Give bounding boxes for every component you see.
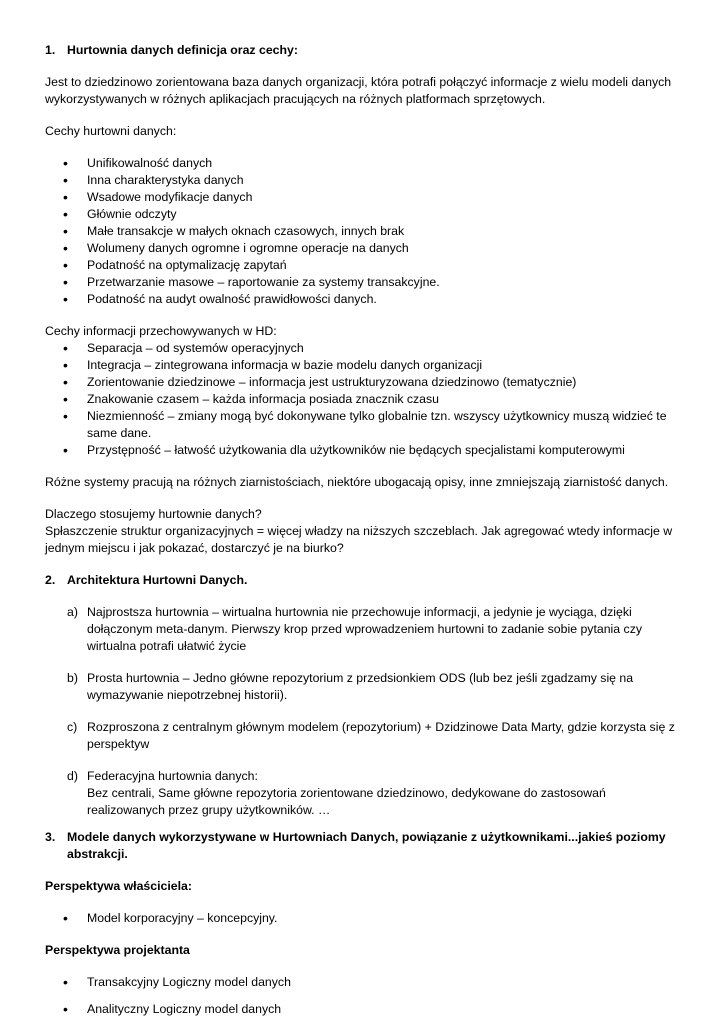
owner-perspective-heading: Perspektywa właściciela: [45, 879, 192, 893]
item-text: Federacyjna hurtownia danych: [87, 769, 258, 783]
designer-perspective-list-2 [45, 1001, 685, 1018]
list-item: • Przystępność – łatwość użytkowania dla użytkowników nie będących specjalistami komputerowymi [45, 442, 685, 459]
list-item: • Inna charakterystyka danych [45, 172, 685, 189]
granularity-paragraph: Różne systemy pracują na różnych ziarnistościach, niektóre ubogacają opisy, inne zmniejszają ziarnistość danych. [45, 475, 669, 489]
item-label: d) [67, 769, 78, 783]
list-item: • Podatność na optymalizację zapytań [45, 257, 685, 274]
list-item: • Wolumeny danych ogromne i ogromne operacje na danych [45, 240, 685, 257]
list-item: • Model korporacyjny – koncepcyjny. [45, 910, 685, 927]
section-3-heading [45, 829, 685, 863]
section-1-heading [45, 42, 685, 59]
list-item: • Unifikowalność danych [45, 155, 685, 172]
list-item: • Separacja – od systemów operacyjnych [45, 340, 685, 357]
architecture-item [45, 768, 685, 819]
why-answer: Spłaszczenie struktur organizacyjnych = więcej władzy na niższych szczeblach. Jak agregować wtedy informacje w jednym miejscu i jak pokazać, dostarczyć je na biurko? [45, 524, 673, 555]
list-item: • Transakcyjny Logiczny model danych [45, 974, 685, 991]
list-item: • Zorientowanie dziedzinowe – informacja jest ustrukturyzowana dziedzinowo (tematycznie) [45, 374, 685, 391]
definition-paragraph: Jest to dziedzinowo zorientowana baza danych organizacji, która potrafi połączyć informacje z wielu modeli danych wykorzystywanych w różnych aplikacjach pracujących na różnych platformach sprzętowych. [45, 75, 672, 106]
list-item: • Przetwarzanie masowe – raportowanie za systemy transakcyjne. [45, 274, 685, 291]
section-3-number: 3. [45, 830, 56, 844]
item-label: c) [67, 720, 78, 734]
item-text: Rozproszona z centralnym głównym modelem (repozytorium) + Dzidzinowe Data Marty, gdzie korzysta się z perspektyw [87, 720, 675, 751]
document-page [45, 42, 685, 1018]
item-extra-text: Bez centrali, Same główne repozytoria zorientowane dziedzinowo, dedykowane do zastosowań realizowanych przez grupy użytkowników. … [87, 786, 606, 817]
architecture-item [45, 604, 685, 655]
architecture-item [45, 719, 685, 753]
item-label: b) [67, 671, 78, 685]
why-question: Dlaczego stosujemy hurtownie danych? [45, 507, 262, 521]
item-label: a) [67, 605, 78, 619]
features-list [45, 155, 685, 308]
item-text: Prosta hurtownia – Jedno główne repozytorium z przedsionkiem ODS (lub bez jeśli zgadzamy się na wymazywanie niepotrzebnej historii). [87, 671, 634, 702]
section-2-title: Architektura Hurtowni Danych. [67, 573, 248, 587]
info-heading: Cechy informacji przechowywanych w HD: [45, 324, 277, 338]
section-3-title: Modele danych wykorzystywane w Hurtowniach Danych, powiązanie z użytkownikami...jakieś poziomy abstrakcji. [67, 830, 666, 861]
features-heading: Cechy hurtowni danych: [45, 124, 177, 138]
list-item: • Analityczny Logiczny model danych [45, 1001, 685, 1018]
list-item: • Podatność na audyt owalność prawidłowości danych. [45, 291, 685, 308]
section-2-number: 2. [45, 573, 56, 587]
architecture-item [45, 670, 685, 704]
owner-perspective-list [45, 910, 685, 927]
info-features-list [45, 340, 685, 459]
section-1-number: 1. [45, 43, 56, 57]
list-item: • Niezmienność – zmiany mogą być dokonywane tylko globalnie tzn. wszyscy użytkownicy muszą widzieć te same dane. [45, 408, 685, 442]
list-item: • Głównie odczyty [45, 206, 685, 223]
list-item: • Integracja – zintegrowana informacja w bazie modelu danych organizacji [45, 357, 685, 374]
list-item: • Znakowanie czasem – każda informacja posiada znacznik czasu [45, 391, 685, 408]
section-2-heading [45, 572, 685, 589]
designer-perspective-list [45, 974, 685, 991]
designer-perspective-heading: Perspektywa projektanta [45, 943, 190, 957]
item-text: Najprostsza hurtownia – wirtualna hurtownia nie przechowuje informacji, a jedynie je wyciąga, dzięki dołączonym meta-danym. Pierwszy krop przed wprowadzeniem hurtowni to zadanie sobie pytania czy wirtualna potrafi ułatwić życie [87, 605, 642, 653]
list-item: • Małe transakcje w małych oknach czasowych, innych brak [45, 223, 685, 240]
list-item: • Wsadowe modyfikacje danych [45, 189, 685, 206]
section-1-title: Hurtownia danych definicja oraz cechy: [67, 43, 298, 57]
